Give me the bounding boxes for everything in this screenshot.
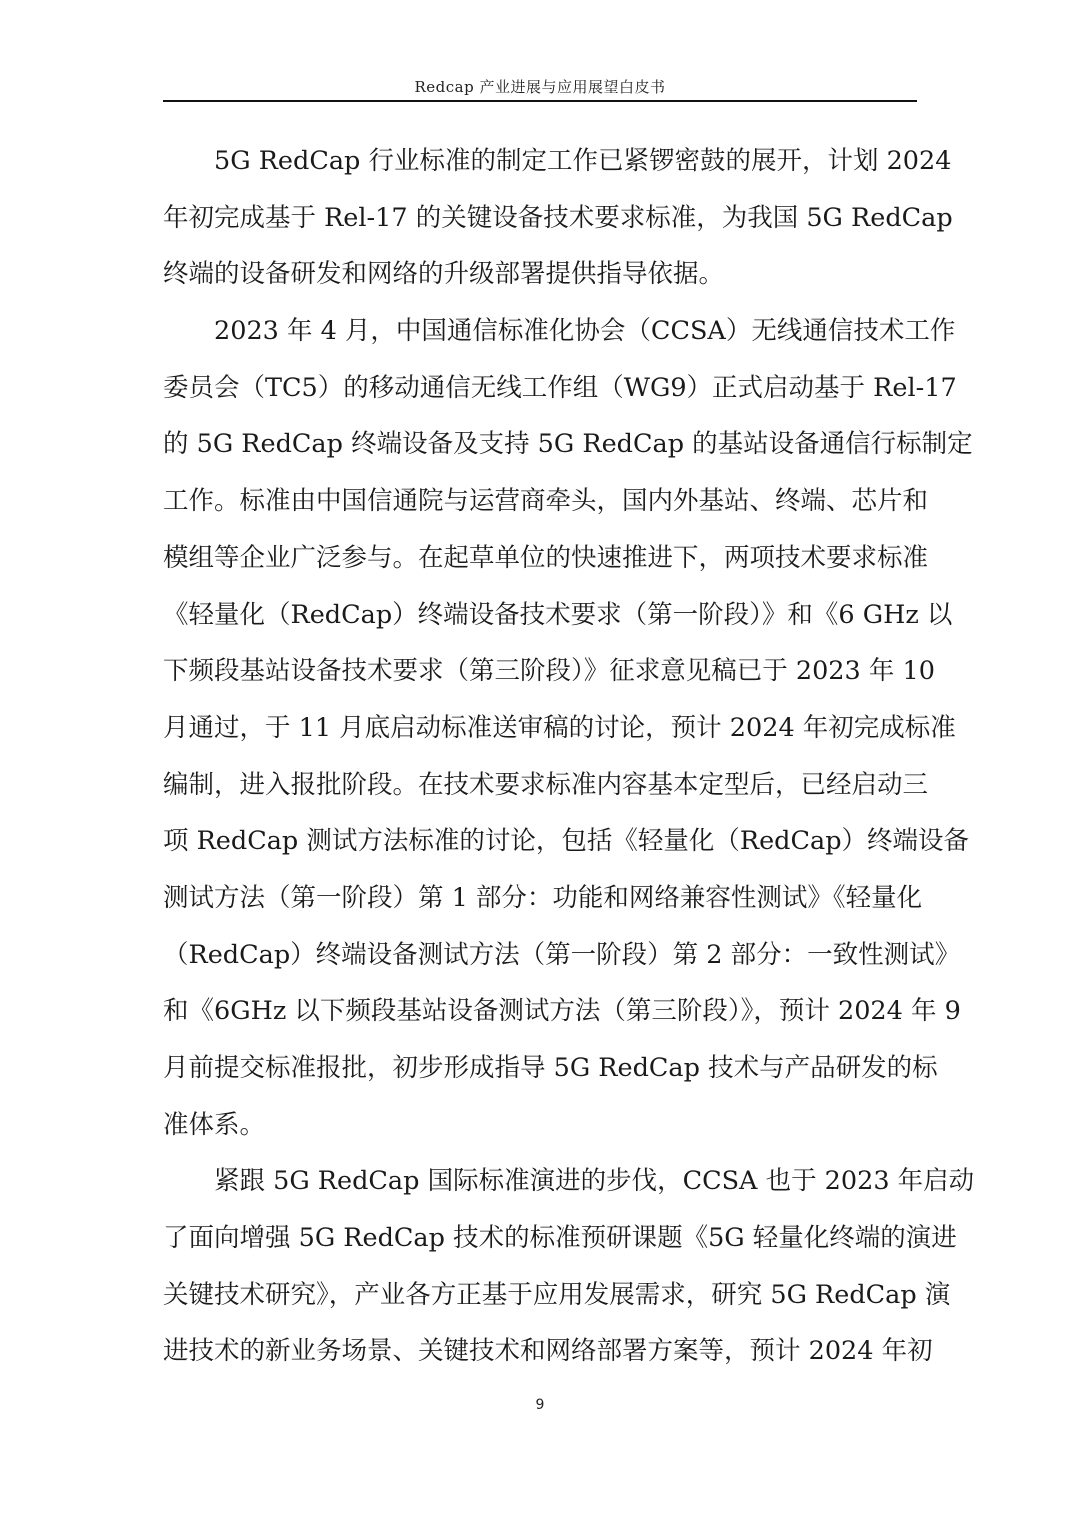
text-line: 2023 年 4 月，中国通信标准化协会（CCSA）无线通信技术工作 xyxy=(214,316,956,347)
text-line: 编制，进入报批阶段。在技术要求标准内容基本定型后，已经启动三 xyxy=(163,769,929,800)
text-line: 关键技术研究》，产业各方正基于应用发展需求，研究 5G RedCap 演 xyxy=(163,1279,951,1310)
text-line: 下频段基站设备技术要求（第三阶段）》征求意见稿已于 2023 年 10 xyxy=(163,656,935,687)
paragraph-3 xyxy=(163,1153,975,1380)
text-line: 月前提交标准报批，初步形成指导 5G RedCap 技术与产品研发的标 xyxy=(163,1053,938,1083)
text-line: 的 5G RedCap 终端设备及支持 5G RedCap 的基站设备通信行标制定 xyxy=(163,429,973,460)
page-number: 9 xyxy=(535,1397,545,1413)
text-line: 项 RedCap 测试方法标准的讨论，包括《轻量化（RedCap）终端设备 xyxy=(163,826,970,857)
page-header: Redcap 产业进展与应用展望白皮书 xyxy=(414,78,666,96)
text-line: 进技术的新业务场景、关键技术和网络部署方案等，预计 2024 年初 xyxy=(163,1336,933,1367)
text-line: 测试方法（第一阶段）第 1 部分：功能和网络兼容性测试》《轻量化 xyxy=(163,882,923,913)
text-line: 了面向增强 5G RedCap 技术的标准预研课题《5G 轻量化终端的演进 xyxy=(163,1223,957,1254)
text-line: 紧跟 5G RedCap 国际标准演进的步伐，CCSA 也于 2023 年启动 xyxy=(214,1166,975,1197)
text-line: 年初完成基于 Rel-17 的关键设备技术要求标准，为我国 5G RedCap xyxy=(163,202,953,233)
text-line: 和《6GHz 以下频段基站设备测试方法（第三阶段）》，预计 2024 年 9 xyxy=(163,996,961,1027)
text-line: 准体系。 xyxy=(163,1109,266,1140)
header-divider xyxy=(163,100,917,102)
text-line: 委员会（TC5）的移动通信无线工作组（WG9）正式启动基于 Rel-17 xyxy=(163,372,957,403)
paragraph-2 xyxy=(163,303,973,1153)
text-line: 《轻量化（RedCap）终端设备技术要求（第一阶段）》和《6 GHz 以 xyxy=(163,599,953,630)
text-line: 月通过，于 11 月底启动标准送审稿的讨论，预计 2024 年初完成标准 xyxy=(163,712,956,743)
paragraph-1 xyxy=(163,133,953,303)
text-line: 模组等企业广泛参与。在起草单位的快速推进下，两项技术要求标准 xyxy=(163,542,929,573)
text-line: （RedCap）终端设备测试方法（第一阶段）第 2 部分：一致性测试》 xyxy=(163,939,961,970)
text-line: 5G RedCap 行业标准的制定工作已紧锣密鼓的展开，计划 2024 xyxy=(214,146,952,176)
text-line: 终端的设备研发和网络的升级部署提供指导依据。 xyxy=(163,259,725,290)
document-body xyxy=(163,133,975,1380)
text-line: 工作。标准由中国信通院与运营商牵头，国内外基站、终端、芯片和 xyxy=(163,486,929,517)
